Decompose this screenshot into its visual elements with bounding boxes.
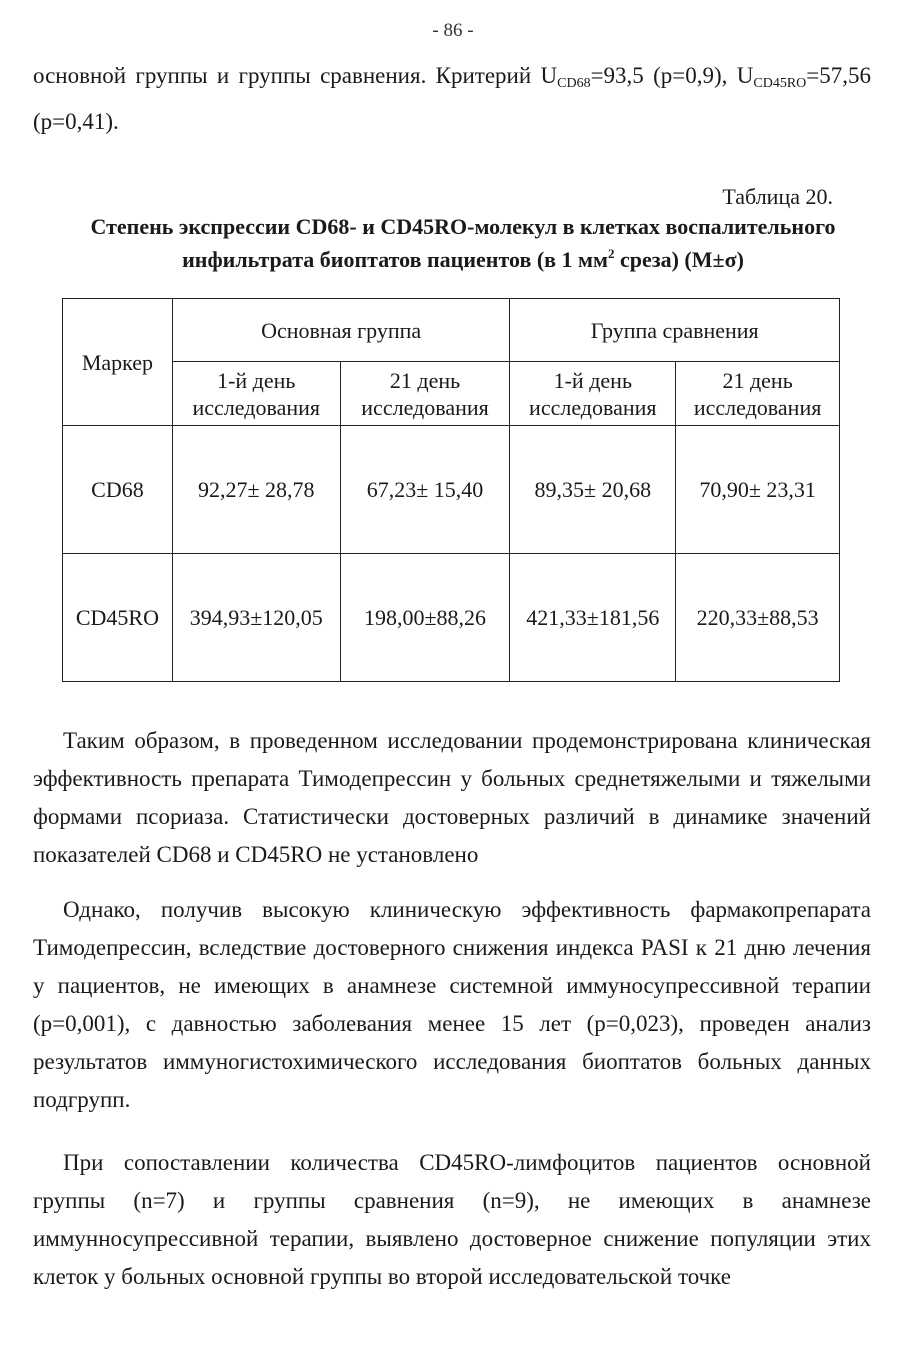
table-header-row: [63, 299, 840, 362]
subheader-main-day1: 1-й день исследования: [172, 362, 340, 426]
intro-criterion-cd68: =93,5 (p=0,9),: [590, 63, 728, 88]
table-label: Таблица 20.: [722, 184, 833, 209]
row-marker: CD68: [63, 426, 173, 554]
intro-paragraph: [33, 57, 871, 141]
table-cell: 421,33±181,56: [510, 554, 676, 682]
table-row: [63, 426, 840, 554]
table-cell: 70,90± 23,31: [676, 426, 840, 554]
intro-criterion-cd45ro: =57,56 (p=0,41).: [33, 63, 872, 134]
table-row: [63, 554, 840, 682]
u-subscript-cd68: CD68: [557, 76, 591, 91]
table-title-tail: среза) (M±σ): [614, 247, 744, 272]
table-cell: 198,00±88,26: [340, 554, 510, 682]
header-marker: Маркер: [63, 299, 173, 426]
row-marker: CD45RO: [63, 554, 173, 682]
paragraph-comparison: При сопоставлении количества CD45RO-лимфоцитов пациентов основной группы (n=7) и группы сравнения (n=9), не имеющих в анамнезе иммунносупрессивной терапии, выявлено достоверное снижение популяции этих клеток у больных основной группы во второй исследовательской точке: [33, 1150, 871, 1289]
intro-text: основной группы и группы сравнения. Критерий U: [33, 63, 558, 88]
table-subheader-row: [63, 362, 840, 426]
table-title: [60, 213, 866, 273]
header-main-group: Основная группа: [172, 299, 510, 362]
table-cell: 92,27± 28,78: [172, 426, 340, 554]
paragraph-conclusion: Таким образом, в проведенном исследовании продемонстрирована клиническая эффективность препарата Тимодепрессин у больных среднетяжелыми и тяжелыми формами псориаза. Статистически достоверных различий в динамике значений показателей CD68 и CD45RO не установлено: [33, 728, 871, 867]
u-symbol: U: [736, 63, 754, 88]
table-cell: 67,23± 15,40: [340, 426, 510, 554]
table-cell: 89,35± 20,68: [510, 426, 676, 554]
data-table: [62, 298, 840, 682]
subheader-compare-day21: 21 день исследования: [676, 362, 840, 426]
table-cell: 220,33±88,53: [676, 554, 840, 682]
table-title-superscript: 2: [608, 246, 615, 261]
subheader-main-day21: 21 день исследования: [340, 362, 510, 426]
header-comparison-group: Группа сравнения: [510, 299, 840, 362]
u-subscript-cd45ro: CD45RO: [753, 76, 807, 91]
paragraph-analysis: Однако, получив высокую клиническую эффективность фармакопрепарата Тимодепрессин, вследствие достоверного снижения индекса PASI к 21 дню лечения у пациентов, не имеющих в анамнезе системной иммуносупрессивной терапии (p=0,001), с давностью заболевания менее 15 лет (p=0,023), проведен анализ результатов иммуногистохимического исследования биоптатов больных данных подгрупп.: [33, 897, 871, 1112]
page-number: - 86 -: [432, 20, 474, 41]
table-cell: 394,93±120,05: [172, 554, 340, 682]
table-title-main: Степень экспрессии CD68- и CD45RO-молекул в клетках воспалительного инфильтрата биоптатов пациентов (в 1 мм: [90, 214, 836, 272]
subheader-compare-day1: 1-й день исследования: [510, 362, 676, 426]
